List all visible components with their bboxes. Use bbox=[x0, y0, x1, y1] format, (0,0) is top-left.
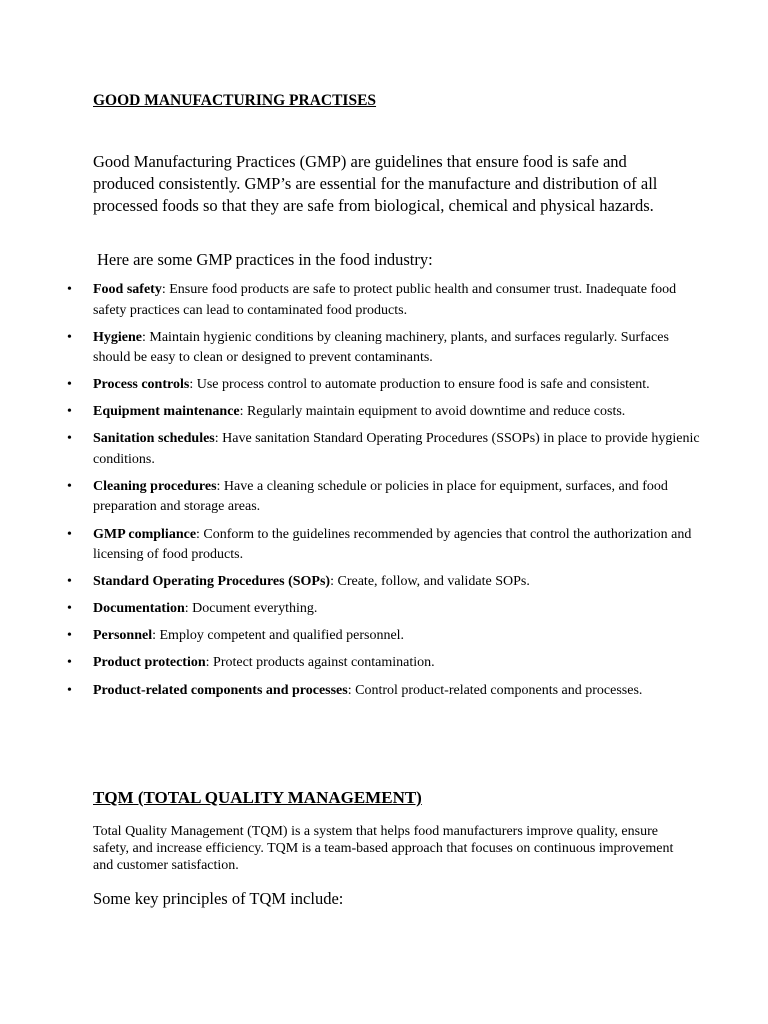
item-text: : Have a cleaning schedule or policies in place for equipment, surfaces, and food preparation and storage areas. bbox=[93, 478, 668, 515]
item-text: : Document everything. bbox=[184, 601, 318, 617]
item-term: Food safety bbox=[93, 282, 162, 297]
item-text: : Regularly maintain equipment to avoid downtime and reduce costs. bbox=[239, 404, 626, 420]
bullet-icon: • bbox=[67, 526, 72, 542]
bullet-icon: • bbox=[67, 682, 72, 698]
list-item bbox=[0, 681, 700, 702]
item-text: : Control product-related components and processes. bbox=[347, 682, 643, 698]
list-item bbox=[0, 599, 700, 620]
item-term: Personnel bbox=[93, 628, 153, 644]
item-term: Standard Operating Procedures (SOPs) bbox=[93, 574, 331, 590]
item-term: Equipment maintenance bbox=[93, 404, 240, 420]
bullet-icon: • bbox=[67, 282, 72, 297]
item-text: : Create, follow, and validate SOPs. bbox=[330, 574, 530, 590]
item-term: Process controls bbox=[93, 377, 190, 393]
tqm-heading: TQM (TOTAL QUALITY MANAGEMENT) bbox=[93, 788, 422, 807]
bullet-icon: • bbox=[67, 478, 72, 494]
bullet-icon: • bbox=[67, 601, 72, 617]
gmp-list-lead: Here are some GMP practices in the food industry: bbox=[97, 250, 433, 269]
gmp-heading: GOOD MANUFACTURING PRACTISES bbox=[93, 92, 377, 109]
item-text: : Use process control to automate production to ensure food is safe and consistent. bbox=[189, 377, 650, 393]
item-term: Documentation bbox=[93, 601, 185, 617]
list-item bbox=[0, 429, 700, 470]
list-item bbox=[0, 626, 700, 647]
item-text: : Ensure food products are safe to protect public health and consumer trust. Inadequate food safety practices can lead to contaminated food products. bbox=[93, 282, 677, 318]
bullet-icon: • bbox=[67, 329, 72, 345]
item-text: : Employ competent and qualified personnel. bbox=[152, 628, 405, 644]
list-item bbox=[0, 653, 700, 674]
gmp-practices-list bbox=[0, 280, 700, 708]
gmp-intro-paragraph: Good Manufacturing Practices (GMP) are guidelines that ensure food is safe and produced consistently. GMP’s are essential for the manufacture and distribution of all processed foods so that they are safe from biological, chemical and physical hazards. bbox=[93, 152, 658, 215]
item-text: : Maintain hygienic conditions by cleaning machinery, plants, and surfaces regularly. Surfaces should be easy to clean or designed to prevent contaminants. bbox=[93, 329, 669, 366]
bullet-icon: • bbox=[67, 377, 72, 393]
item-text: : Conform to the guidelines recommended by agencies that control the authorization and licensing of food products. bbox=[93, 526, 692, 563]
tqm-principles-lead: Some key principles of TQM include: bbox=[93, 889, 344, 908]
list-item bbox=[0, 572, 700, 593]
bullet-icon: • bbox=[67, 628, 72, 644]
bullet-icon: • bbox=[67, 574, 72, 590]
item-term: Hygiene bbox=[93, 329, 142, 345]
list-item bbox=[0, 328, 700, 369]
list-item bbox=[0, 402, 700, 423]
item-term: Product protection bbox=[93, 655, 206, 671]
tqm-body-paragraph: Total Quality Management (TQM) is a system that helps food manufacturers improve quality, ensure safety, and increase efficiency. TQM is a team-based approach that focuses on continuous improvement and customer satisfaction. bbox=[93, 824, 674, 873]
item-term: Sanitation schedules bbox=[93, 431, 215, 447]
bullet-icon: • bbox=[67, 404, 72, 420]
item-term: GMP compliance bbox=[93, 526, 197, 542]
item-text: : Have sanitation Standard Operating Procedures (SSOPs) in place to provide hygienic conditions. bbox=[93, 431, 700, 467]
item-term: Product-related components and processes bbox=[93, 682, 348, 698]
bullet-icon: • bbox=[67, 431, 72, 447]
item-term: Cleaning procedures bbox=[93, 478, 217, 494]
list-item bbox=[0, 280, 700, 321]
item-text: : Protect products against contamination. bbox=[205, 655, 435, 671]
list-item bbox=[0, 477, 700, 518]
bullet-icon: • bbox=[67, 655, 72, 671]
list-item bbox=[0, 375, 700, 396]
list-item bbox=[0, 525, 700, 566]
